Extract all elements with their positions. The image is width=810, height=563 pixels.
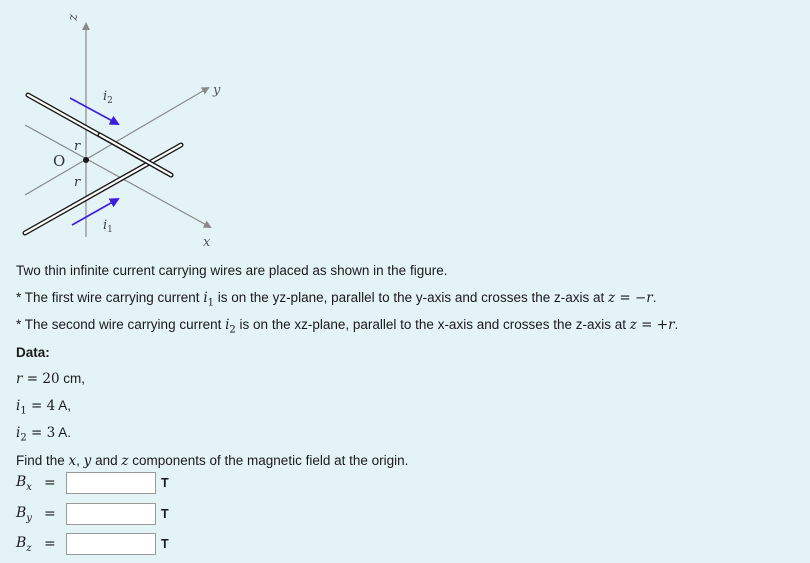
by-input[interactable] [66,503,156,525]
question-text: Find the x, y and z components of the magnetic field at the origin. [16,453,409,469]
bz-input[interactable] [66,533,156,555]
x-axis-label: x [203,235,211,250]
r-label-top: r [74,139,81,154]
data-r: r = 20 cm, [16,371,86,387]
bx-label: $B_x$ [16,473,32,493]
z-axis-label: z [66,14,81,21]
bz-equals: = [44,536,56,552]
bx-unit: T [161,476,169,490]
answer-row-by [16,501,169,527]
data-heading: Data: [16,345,50,360]
bx-input[interactable] [66,472,156,494]
data-i1: $i_1 = 4$ A, [16,398,71,417]
bz-unit: T [161,537,169,551]
current-label-i1: $i_1$ [103,218,113,235]
r-label-bottom: r [74,175,81,190]
y-axis-label: y [213,83,221,98]
wires-figure [0,0,260,255]
origin-dot [83,157,89,163]
problem-intro: Two thin infinite current carrying wires are placed as shown in the figure. [16,263,448,278]
answer-row-bx [16,470,169,496]
current-label-i2: $i_2$ [103,89,113,106]
bullet-wire-2: * The second wire carrying current $i_2$ is on the xz-plane, parallel to the x-axis and crosses the z-axis at z = +r. [16,317,679,336]
by-label: $B_y$ [16,504,32,524]
answer-row-bz [16,531,169,557]
bullet-wire-1: * The first wire carrying current $i_1$ is on the yz-plane, parallel to the y-axis and crosses the z-axis at z = −r. [16,290,657,309]
bz-label: $B_z$ [16,534,32,554]
by-unit: T [161,507,169,521]
data-i2: $i_2 = 3$ A. [16,425,71,444]
origin-label: O [53,152,66,170]
by-equals: = [44,506,56,522]
bx-equals: = [44,475,56,491]
